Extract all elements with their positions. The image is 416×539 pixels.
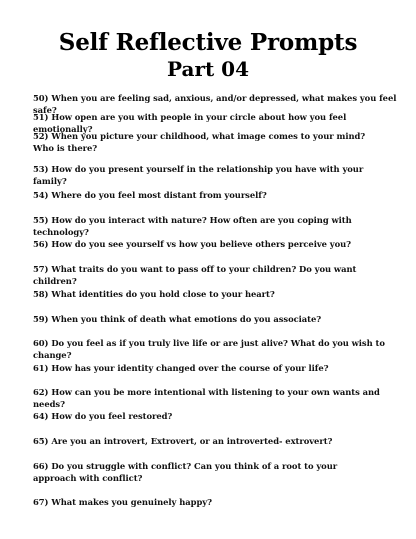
prompt-item: 56) How do you see yourself vs how you believe others perceive you?: [33, 239, 352, 249]
prompt-item: 52) When you picture your childhood, what image comes to your mind? Who is there?: [33, 131, 366, 153]
page-title: Self Reflective Prompts: [58, 29, 358, 56]
prompt-item: 64) How do you feel restored?: [33, 411, 173, 421]
prompt-item: 62) How can you be more intentional with listening to your own wants and needs?: [33, 387, 380, 409]
prompt-item: 57) What traits do you want to pass off to your children? Do you want children?: [33, 264, 357, 286]
prompt-item: 65) Are you an introvert, Extrovert, or an introverted- extrovert?: [33, 436, 333, 446]
prompt-item: 61) How has your identity changed over the course of your life?: [33, 363, 329, 373]
prompt-item: 66) Do you struggle with conflict? Can you think of a root to your approach with conflict?: [33, 461, 338, 483]
prompt-item: 55) How do you interact with nature? How often are you coping with technology?: [33, 215, 352, 237]
prompt-item: 67) What makes you genuinely happy?: [33, 497, 212, 507]
prompt-item: 59) When you think of death what emotions do you associate?: [33, 314, 322, 324]
prompt-item: 58) What identities do you hold close to your heart?: [33, 289, 275, 299]
prompt-item: 53) How do you present yourself in the relationship you have with your family?: [33, 164, 364, 186]
page-subtitle: Part 04: [166, 57, 250, 81]
prompt-item: 60) Do you feel as if you truly live life or are just alive? What do you wish to change?: [33, 338, 385, 360]
prompt-item: 51) How open are you with people in your circle about how you feel emotionally?: [33, 112, 347, 134]
prompt-item: 50) When you are feeling sad, anxious, and/or depressed, what makes you feel safe?: [33, 93, 397, 115]
prompt-item: 54) Where do you feel most distant from yourself?: [33, 190, 267, 200]
